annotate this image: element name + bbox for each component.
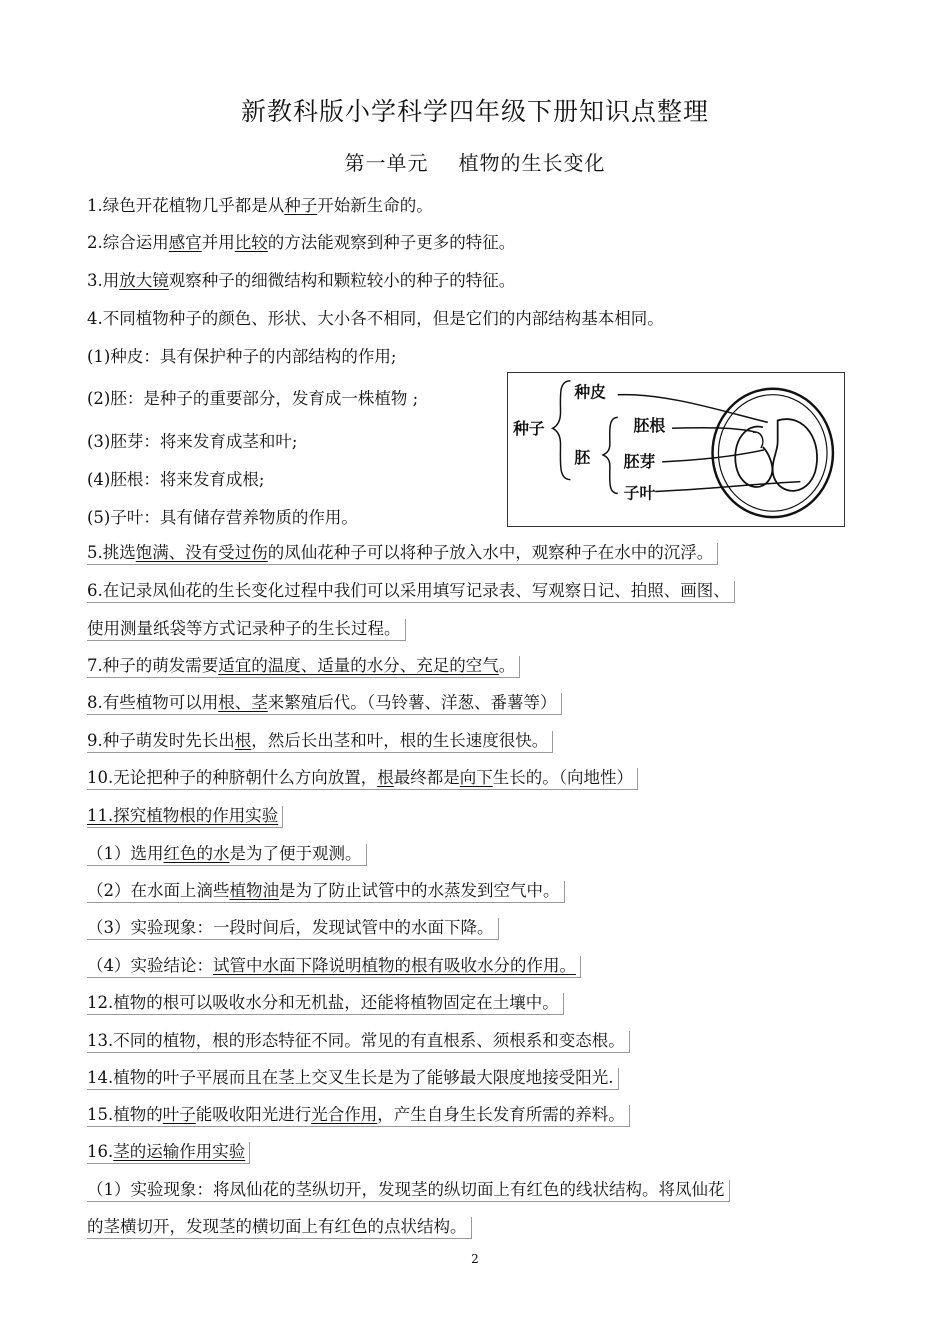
knowledge-line — [87, 618, 406, 640]
line-segment: 14.植物的叶子平展而且在茎上交叉生长是为了能够最大限度地接受阳光. — [87, 1068, 614, 1087]
line-segment: ，然后长出茎和叶，根的生长速度很快。 — [251, 731, 549, 750]
underlined-keyword: 红色的水 — [163, 844, 230, 863]
underlined-keyword: 种子 — [284, 196, 318, 215]
knowledge-line-text — [87, 309, 664, 328]
knowledge-line-text — [87, 1217, 472, 1239]
radicle-pointer — [672, 428, 756, 432]
line-segment: (4)胚根：将来发育成根; — [87, 470, 265, 489]
cotyledon-pointer — [655, 482, 800, 492]
knowledge-line-text — [87, 347, 396, 366]
knowledge-line — [87, 1216, 472, 1238]
knowledge-line — [87, 1104, 630, 1126]
knowledge-line — [87, 580, 735, 602]
embryo-brace — [603, 417, 618, 493]
knowledge-line — [87, 805, 283, 827]
knowledge-line — [87, 346, 396, 368]
knowledge-line — [87, 1030, 630, 1052]
line-segment: 8.有些植物可以用 — [87, 693, 219, 712]
knowledge-line — [87, 843, 367, 865]
line-segment: ，产生自身生长发育所需的养料。 — [377, 1105, 625, 1124]
knowledge-line-text — [87, 956, 581, 978]
underlined-keyword: 比较 — [234, 233, 268, 252]
knowledge-line — [87, 1179, 730, 1201]
line-segment: 的方法能观察到种子更多的特征。 — [267, 233, 516, 252]
knowledge-line-text — [87, 470, 264, 489]
knowledge-line-text — [87, 918, 499, 940]
label-coat: 种皮 — [574, 382, 606, 402]
line-segment: 5.挑选 — [87, 543, 136, 562]
line-segment: 并用 — [201, 233, 235, 252]
knowledge-line-text — [87, 1180, 730, 1202]
line-segment: 来繁殖后代。（马铃薯、洋葱、番薯等） — [267, 693, 557, 712]
underlined-keyword: 试管中水面下降说明植物的根有吸收水分的作用。 — [213, 956, 576, 975]
underlined-keyword: 适宜的温度、适量的水分、充足的空气 — [218, 656, 499, 675]
line-segment: 最终都是 — [393, 768, 460, 787]
knowledge-line — [87, 655, 520, 677]
label-radicle: 胚根 — [633, 416, 666, 436]
knowledge-line-text — [87, 1031, 630, 1053]
label-plumule: 胚芽 — [623, 451, 656, 471]
line-segment: (3)胚芽：将来发育成茎和叶; — [87, 432, 298, 451]
line-segment: 生长的。（向地性） — [492, 768, 633, 787]
line-segment: （3）实验现象：一段时间后，发现试管中的水面下降。 — [87, 918, 494, 937]
knowledge-line — [87, 880, 565, 902]
underlined-keyword: 根 — [377, 768, 394, 787]
knowledge-line-text — [87, 731, 553, 753]
underlined-keyword: 11.探究植物根的作用实验 — [87, 806, 279, 825]
knowledge-line-text — [87, 844, 367, 866]
line-segment: 12.植物的根可以吸收水分和无机盐，还能将植物固定在土壤中。 — [87, 993, 559, 1012]
line-segment: 的凤仙花种子可以将种子放入水中，观察种子在水中的沉浮。 — [267, 543, 714, 562]
seed-brace — [553, 381, 571, 480]
line-segment: 的茎横切开，发现茎的横切面上有红色的点状结构。 — [87, 1217, 467, 1236]
knowledge-line — [87, 767, 638, 789]
line-segment: 3.用 — [87, 271, 120, 290]
knowledge-line-text — [87, 233, 515, 252]
knowledge-line-text — [87, 196, 433, 215]
underlined-keyword: 茎的运输作用实验 — [113, 1142, 246, 1161]
knowledge-line — [87, 507, 358, 529]
label-embryo: 胚 — [574, 447, 591, 467]
knowledge-line — [87, 1141, 250, 1163]
knowledge-line-text — [87, 693, 562, 715]
knowledge-line — [87, 692, 562, 714]
knowledge-line — [87, 388, 418, 410]
seed-diagram-svg — [508, 373, 844, 526]
line-segment: （2）在水面上滴些 — [87, 881, 230, 900]
knowledge-line — [87, 431, 297, 453]
line-segment: （1）实验现象：将凤仙花的茎纵切开，发现茎的纵切面上有红色的线状结构。将凤仙花 — [87, 1180, 725, 1199]
knowledge-line — [87, 195, 433, 217]
label-seed: 种子 — [513, 419, 545, 439]
knowledge-line — [87, 955, 581, 977]
knowledge-line — [87, 232, 515, 254]
unit-name: 植物的生长变化 — [458, 151, 606, 175]
knowledge-line-text — [87, 389, 418, 408]
document-title: 新教科版小学科学四年级下册知识点整理 — [240, 97, 709, 126]
line-segment: 6.在记录凤仙花的生长变化过程中我们可以采用填写记录表、写观察日记、拍照、画图、 — [87, 581, 730, 600]
line-segment: 能吸收阳光进行 — [195, 1105, 312, 1124]
underlined-keyword: 饱满、没有受过伤 — [135, 543, 268, 562]
line-segment: （1）选用 — [87, 844, 164, 863]
underlined-keyword: 根、茎 — [218, 693, 268, 712]
knowledge-line — [87, 308, 664, 330]
knowledge-line-text — [87, 1068, 619, 1090]
underlined-keyword: 叶子 — [162, 1105, 196, 1124]
line-segment: 16. — [87, 1142, 114, 1161]
knowledge-line-text — [87, 768, 638, 790]
line-segment: （4）实验结论： — [87, 956, 213, 975]
line-segment: 是为了便于观测。 — [229, 844, 362, 863]
line-segment: 。 — [498, 656, 516, 675]
knowledge-line-text — [87, 432, 297, 451]
knowledge-line-text — [87, 619, 406, 641]
seed-structure-diagram — [507, 372, 845, 527]
line-segment: 2.综合运用 — [87, 233, 169, 252]
knowledge-line-text — [87, 656, 520, 678]
line-segment: 7.种子的萌发需要 — [87, 656, 219, 675]
line-segment: 使用测量纸袋等方式记录种子的生长过程。 — [87, 619, 401, 638]
underlined-keyword: 感官 — [168, 233, 202, 252]
line-segment: 开始新生命的。 — [317, 196, 433, 215]
label-cotyledon: 子叶 — [623, 483, 656, 503]
knowledge-line-text — [87, 881, 565, 903]
underlined-keyword: 向下 — [459, 768, 493, 787]
line-segment: 10.无论把种子的种脐朝什么方向放置， — [87, 768, 378, 787]
knowledge-line — [87, 992, 564, 1014]
knowledge-line — [87, 542, 718, 564]
line-segment: 15.植物的 — [87, 1105, 163, 1124]
knowledge-line — [87, 917, 499, 939]
line-segment: (1)种皮：具有保护种子的内部结构的作用; — [87, 347, 397, 366]
line-segment: 观察种子的细微结构和颗粒较小的种子的特征。 — [168, 271, 516, 290]
line-segment: (5)子叶：具有储存营养物质的作用。 — [87, 508, 358, 527]
line-segment: 13.不同的植物，根的形态特征不同。常见的有直根系、须根系和变态根。 — [87, 1031, 625, 1050]
knowledge-line — [87, 730, 553, 752]
unit-label: 第一单元 — [344, 151, 429, 175]
knowledge-line-text — [87, 271, 515, 290]
line-segment: 是为了防止试管中的水蒸发到空气中。 — [279, 881, 560, 900]
underlined-keyword: 光合作用 — [311, 1105, 378, 1124]
knowledge-line — [87, 469, 264, 491]
knowledge-line-text — [87, 993, 564, 1015]
page-number: 2 — [471, 1252, 479, 1266]
cotyledon-right — [773, 419, 817, 491]
line-segment: 9.种子萌发时先长出 — [87, 731, 235, 750]
knowledge-line-text — [87, 508, 358, 527]
knowledge-line — [87, 1067, 619, 1089]
knowledge-line-text — [87, 543, 718, 565]
knowledge-line — [87, 270, 515, 292]
line-segment: 1.绿色开花植物几乎都是从 — [87, 196, 285, 215]
seed-outer-circle — [713, 389, 833, 517]
line-segment: (2)胚：是种子的重要部分，发育成一株植物 ; — [87, 389, 419, 408]
line-segment: 4.不同植物种子的颜色、形状、大小各不相同，但是它们的内部结构基本相同。 — [87, 309, 664, 328]
unit-heading — [0, 147, 950, 176]
knowledge-line-text — [87, 806, 283, 828]
knowledge-line-text — [87, 1142, 250, 1164]
cotyledon-left — [735, 427, 772, 487]
knowledge-line-text — [87, 1105, 630, 1127]
underlined-keyword: 放大镜 — [119, 271, 169, 290]
knowledge-line-text — [87, 581, 735, 603]
underlined-keyword: 根 — [234, 731, 252, 750]
underlined-keyword: 植物油 — [229, 881, 279, 900]
radicle-shape — [753, 432, 763, 448]
